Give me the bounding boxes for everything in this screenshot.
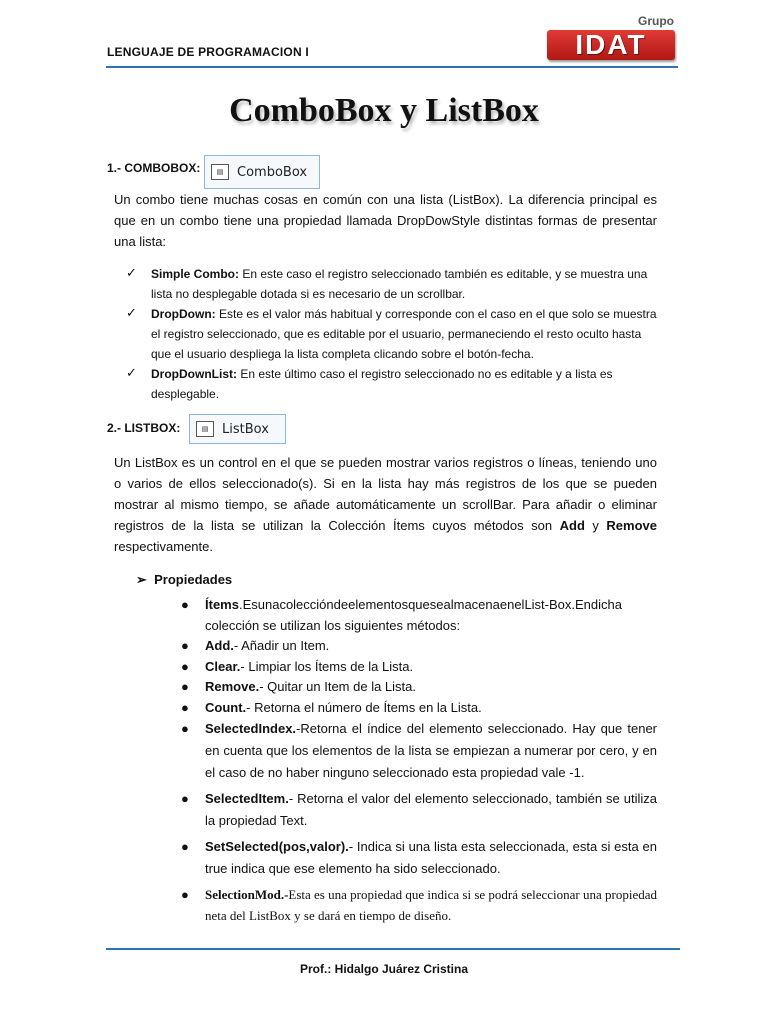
footer-author: Prof.: Hidalgo Juárez Cristina	[299, 962, 469, 976]
arrow-icon: ➢	[136, 572, 147, 587]
bullet-icon: ●	[181, 597, 189, 612]
page-title: ComboBox y ListBox	[229, 92, 539, 129]
list-item: ● SelectionMod.-Esta es una propiedad que indica si se podrá seleccionar una propiedad neta del ListBox y se dará en tiempo de diseño.	[177, 884, 657, 926]
listbox-icon: ▤	[196, 421, 214, 437]
bullet-icon: ●	[181, 658, 189, 674]
header-divider	[106, 66, 678, 68]
combobox-intro: Un combo tiene muchas cosas en común con una lista (ListBox). La diferencia principal es que en un combo tiene una propiedad llamada DropDowStyle distintas formas de presentar una lista:	[114, 192, 657, 249]
list-item: ✓ Simple Combo: En este caso el registro seleccionado también es editable, y se muestra una lista no desplegable dotada si es necesario de un scrollbar.	[126, 266, 648, 301]
properties-heading: ➢ Propiedades	[136, 572, 233, 587]
list-item: ✓ DropDown: Este es el valor más habitual y corresponde con el caso en el que solo se muestra el registro seleccionado, que es editable por el usuario, permaneciendo el resto oculto hasta que el usuario despliega la lista completa clicando sobre el botón-fecha.	[126, 306, 657, 361]
combobox-icon: ▤	[211, 164, 229, 180]
listbox-control-label: ListBox	[222, 421, 269, 437]
idat-logo	[545, 14, 678, 64]
list-item: ● Clear.- Limpiar los Ítems de la Lista.	[177, 657, 657, 678]
list-item: ● SetSelected(pos,valor).- Indica si una lista esta seleccionada, esta si esta en true indica que ese elemento ha sido seleccionado.	[177, 836, 657, 880]
header-course: LENGUAJE DE PROGRAMACION I	[107, 45, 309, 59]
list-item: ● SelectedItem.- Retorna el valor del elemento seleccionado, también se utiliza la propiedad Text.	[177, 788, 657, 832]
list-item: ● Add.- Añadir un Item.	[177, 636, 657, 657]
logo-idat: IDAT	[547, 30, 675, 60]
bullet-icon: ●	[181, 839, 189, 854]
listbox-intro: Un ListBox es un control en el que se pueden mostrar varios registros o líneas, teniendo uno o varios de ellos seleccionado(s). Si en la lista hay más registros de los que se pueden mostrar al mismo tiempo, se añade automáticamente un scrollBar. Para añadir o eliminar registros de la lista se utilizan la Colección Ítems cuyos métodos son Add y Remove respectivamente.	[114, 455, 657, 554]
bullet-icon: ●	[181, 721, 189, 736]
properties-list	[177, 595, 657, 926]
list-item: ● Remove.- Quitar un Item de la Lista.	[177, 677, 657, 698]
check-icon: ✓	[126, 366, 137, 381]
bullet-icon: ●	[181, 638, 189, 653]
list-item: ● Count.- Retorna el número de Ítems en la Lista.	[177, 698, 657, 719]
list-item: ● Ítems.EsunacoleccióndeelementosquesealmacenaenelList-Box.Endicha colección se utilizan los siguientes métodos:	[181, 597, 622, 633]
bullet-icon: ●	[181, 699, 189, 715]
logo-grupo: Grupo	[638, 14, 674, 28]
combobox-heading: 1.- COMBOBOX:	[107, 161, 201, 175]
check-icon: ✓	[126, 266, 137, 281]
check-icon: ✓	[126, 306, 137, 321]
bullet-icon: ●	[181, 887, 189, 902]
listbox-control-image	[189, 414, 286, 444]
listbox-heading: 2.- LISTBOX:	[107, 421, 181, 435]
combobox-control-label: ComboBox	[237, 164, 308, 180]
combobox-style-list	[114, 264, 657, 404]
footer-divider	[106, 948, 680, 950]
combobox-control-image	[204, 155, 320, 189]
list-item: ✓ DropDownList: En este último caso el registro seleccionado no es editable y a lista es desplegable.	[126, 366, 613, 401]
list-item: ● SelectedIndex.-Retorna el índice del elemento seleccionado. Hay que tener en cuenta que los elementos de la lista se empiezan a numerar por cero, y en el caso de no haber ninguno seleccionado esta propiedad vale -1.	[177, 718, 657, 784]
bullet-icon: ●	[181, 791, 189, 806]
bullet-icon: ●	[181, 679, 189, 694]
